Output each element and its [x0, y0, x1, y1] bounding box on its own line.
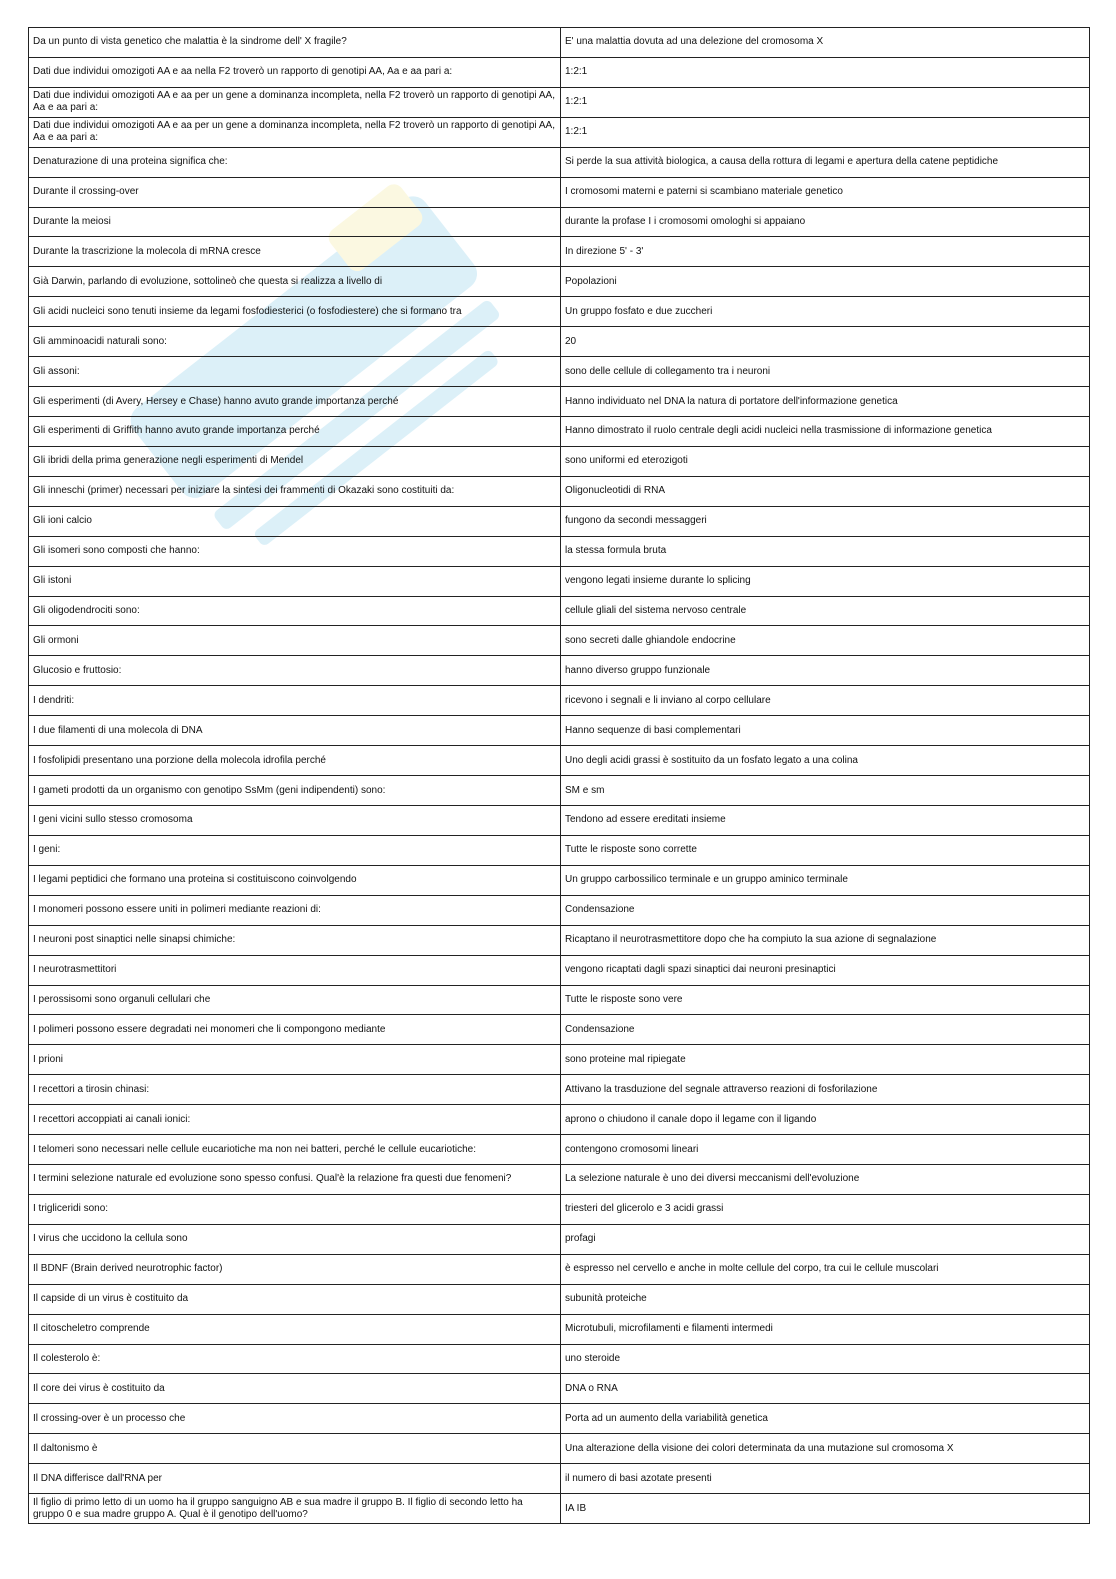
answer-cell: aprono o chiudono il canale dopo il legame con il ligando [561, 1105, 1090, 1135]
question-cell: Il colesterolo è: [29, 1344, 561, 1374]
question-cell: I telomeri sono necessari nelle cellule eucariotiche ma non nei batteri, perché le cellule eucariotiche: [29, 1135, 561, 1165]
table-row [29, 327, 1090, 357]
answer-cell: IA IB [561, 1494, 1090, 1524]
question-cell: I gameti prodotti da un organismo con genotipo SsMm (geni indipendenti) sono: [29, 776, 561, 806]
answer-cell: Hanno sequenze di basi complementari [561, 716, 1090, 746]
question-cell: Gli isomeri sono composti che hanno: [29, 536, 561, 566]
table-row [29, 446, 1090, 476]
question-cell: I recettori a tirosin chinasi: [29, 1075, 561, 1105]
answer-cell: 1:2:1 [561, 57, 1090, 87]
answer-cell: fungono da secondi messaggeri [561, 506, 1090, 536]
table-row [29, 1015, 1090, 1045]
answer-cell: hanno diverso gruppo funzionale [561, 656, 1090, 686]
question-cell: Il figlio di primo letto di un uomo ha il gruppo sanguigno AB e sua madre il gruppo B. Il figlio di secondo letto ha gruppo 0 e sua madre gruppo A. Qual è il genotipo dell'uomo? [29, 1494, 561, 1524]
question-cell: Dati due individui omozigoti AA e aa nella F2 troverò un rapporto di genotipi AA, Aa e aa pari a: [29, 57, 561, 87]
table-row [29, 925, 1090, 955]
question-cell: Il crossing-over è un processo che [29, 1404, 561, 1434]
table-row [29, 357, 1090, 387]
table-row [29, 57, 1090, 87]
answer-cell: uno steroide [561, 1344, 1090, 1374]
question-cell: Gli esperimenti (di Avery, Hersey e Chase) hanno avuto grande importanza perché [29, 387, 561, 417]
answer-cell: Uno degli acidi grassi è sostituito da un fosfato legato a una colina [561, 746, 1090, 776]
question-cell: Il citoscheletro comprende [29, 1314, 561, 1344]
table-row [29, 1224, 1090, 1254]
question-cell: Gli ibridi della prima generazione negli esperimenti di Mendel [29, 446, 561, 476]
question-cell: Dati due individui omozigoti AA e aa per un gene a dominanza incompleta, nella F2 troverò un rapporto di genotipi AA, Aa e aa pari a: [29, 117, 561, 147]
question-cell: Durante la trascrizione la molecola di mRNA cresce [29, 237, 561, 267]
table-row [29, 1194, 1090, 1224]
question-cell: Denaturazione di una proteina significa che: [29, 147, 561, 177]
question-cell: I neurotrasmettitori [29, 955, 561, 985]
table-row [29, 1105, 1090, 1135]
table-row [29, 1254, 1090, 1284]
table-row [29, 536, 1090, 566]
question-cell: Già Darwin, parlando di evoluzione, sottolineò che questa si realizza a livello di [29, 267, 561, 297]
question-cell: I prioni [29, 1045, 561, 1075]
answer-cell: il numero di basi azotate presenti [561, 1464, 1090, 1494]
answer-cell: Hanno individuato nel DNA la natura di portatore dell'informazione genetica [561, 387, 1090, 417]
answer-cell: sono delle cellule di collegamento tra i neuroni [561, 357, 1090, 387]
answer-cell: Condensazione [561, 895, 1090, 925]
table-row [29, 476, 1090, 506]
question-cell: Gli istoni [29, 566, 561, 596]
answer-cell: sono uniformi ed eterozigoti [561, 446, 1090, 476]
question-cell: Gli assoni: [29, 357, 561, 387]
answer-cell: durante la profase I i cromosomi omologhi si appaiano [561, 207, 1090, 237]
question-cell: Il DNA differisce dall'RNA per [29, 1464, 561, 1494]
answer-cell: Porta ad un aumento della variabilità genetica [561, 1404, 1090, 1434]
question-cell: Il core dei virus è costituito da [29, 1374, 561, 1404]
table-row [29, 835, 1090, 865]
answer-cell: 1:2:1 [561, 117, 1090, 147]
question-cell: Il BDNF (Brain derived neurotrophic factor) [29, 1254, 561, 1284]
answer-cell: Popolazioni [561, 267, 1090, 297]
answer-cell: Una alterazione della visione dei colori determinata da una mutazione sul cromosoma X [561, 1434, 1090, 1464]
question-cell: I recettori accoppiati ai canali ionici: [29, 1105, 561, 1135]
table-body [29, 28, 1090, 1524]
answer-cell: è espresso nel cervello e anche in molte cellule del corpo, tra cui le cellule muscolari [561, 1254, 1090, 1284]
answer-cell: Hanno dimostrato il ruolo centrale degli acidi nucleici nella trasmissione di informazione genetica [561, 416, 1090, 446]
table-row [29, 416, 1090, 446]
question-cell: I dendriti: [29, 686, 561, 716]
question-cell: I due filamenti di una molecola di DNA [29, 716, 561, 746]
answer-cell: contengono cromosomi lineari [561, 1135, 1090, 1165]
question-cell: I virus che uccidono la cellula sono [29, 1224, 561, 1254]
question-answer-table [28, 27, 1090, 1524]
answer-cell: Condensazione [561, 1015, 1090, 1045]
question-cell: Gli oligodendrociti sono: [29, 596, 561, 626]
answer-cell: Un gruppo carbossilico terminale e un gruppo aminico terminale [561, 865, 1090, 895]
table-row [29, 147, 1090, 177]
table-row [29, 87, 1090, 117]
question-cell: I geni: [29, 835, 561, 865]
question-cell: I fosfolipidi presentano una porzione della molecola idrofila perché [29, 746, 561, 776]
question-cell: Durante la meiosi [29, 207, 561, 237]
table-row [29, 985, 1090, 1015]
table-row [29, 805, 1090, 835]
answer-cell: Un gruppo fosfato e due zuccheri [561, 297, 1090, 327]
answer-cell: E' una malattia dovuta ad una delezione del cromosoma X [561, 28, 1090, 58]
table-row [29, 1404, 1090, 1434]
question-cell: I perossisomi sono organuli cellulari che [29, 985, 561, 1015]
answer-cell: Tendono ad essere ereditati insieme [561, 805, 1090, 835]
question-cell: Da un punto di vista genetico che malattia è la sindrome dell' X fragile? [29, 28, 561, 58]
question-cell: I legami peptidici che formano una proteina si costituiscono coinvolgendo [29, 865, 561, 895]
table-row [29, 776, 1090, 806]
question-cell: Il capside di un virus è costituito da [29, 1284, 561, 1314]
question-cell: I geni vicini sullo stesso cromosoma [29, 805, 561, 835]
answer-cell: Ricaptano il neurotrasmettitore dopo che ha compiuto la sua azione di segnalazione [561, 925, 1090, 955]
table-row [29, 626, 1090, 656]
table-row [29, 177, 1090, 207]
answer-cell: subunità proteiche [561, 1284, 1090, 1314]
answer-cell: 20 [561, 327, 1090, 357]
table-row [29, 686, 1090, 716]
answer-cell: La selezione naturale è uno dei diversi meccanismi dell'evoluzione [561, 1165, 1090, 1195]
table-row [29, 746, 1090, 776]
table-row [29, 297, 1090, 327]
question-cell: Gli acidi nucleici sono tenuti insieme da legami fosfodiesterici (o fosfodiestere) che si formano tra [29, 297, 561, 327]
table-row [29, 1135, 1090, 1165]
table-row [29, 895, 1090, 925]
question-cell: Gli inneschi (primer) necessari per iniziare la sintesi dei frammenti di Okazaki sono costituiti da: [29, 476, 561, 506]
table-row [29, 387, 1090, 417]
table-row [29, 1314, 1090, 1344]
table-row [29, 1464, 1090, 1494]
table-row [29, 1434, 1090, 1464]
question-cell: I neuroni post sinaptici nelle sinapsi chimiche: [29, 925, 561, 955]
answer-cell: Tutte le risposte sono vere [561, 985, 1090, 1015]
answer-cell: la stessa formula bruta [561, 536, 1090, 566]
question-cell: I polimeri possono essere degradati nei monomeri che li compongono mediante [29, 1015, 561, 1045]
table-row [29, 267, 1090, 297]
question-cell: I monomeri possono essere uniti in polimeri mediante reazioni di: [29, 895, 561, 925]
answer-cell: vengono legati insieme durante lo splicing [561, 566, 1090, 596]
table-row [29, 207, 1090, 237]
table-row [29, 865, 1090, 895]
answer-cell: sono proteine mal ripiegate [561, 1045, 1090, 1075]
answer-cell: cellule gliali del sistema nervoso centrale [561, 596, 1090, 626]
answer-cell: sono secreti dalle ghiandole endocrine [561, 626, 1090, 656]
question-cell: I termini selezione naturale ed evoluzione sono spesso confusi. Qual'è la relazione fra questi due fenomeni? [29, 1165, 561, 1195]
table-row [29, 28, 1090, 58]
question-cell: Gli esperimenti di Griffith hanno avuto grande importanza perché [29, 416, 561, 446]
answer-cell: Si perde la sua attività biologica, a causa della rottura di legami e apertura della catene peptidiche [561, 147, 1090, 177]
answer-cell: SM e sm [561, 776, 1090, 806]
table-row [29, 596, 1090, 626]
table-row [29, 716, 1090, 746]
table-row [29, 506, 1090, 536]
answer-cell: vengono ricaptati dagli spazi sinaptici dai neuroni presinaptici [561, 955, 1090, 985]
question-cell: I trigliceridi sono: [29, 1194, 561, 1224]
answer-cell: I cromosomi materni e paterni si scambiano materiale genetico [561, 177, 1090, 207]
table-row [29, 1165, 1090, 1195]
question-cell: Il daltonismo è [29, 1434, 561, 1464]
table-row [29, 1075, 1090, 1105]
answer-cell: ricevono i segnali e li inviano al corpo cellulare [561, 686, 1090, 716]
table-row [29, 1374, 1090, 1404]
table-row [29, 656, 1090, 686]
table-row [29, 566, 1090, 596]
answer-cell: In direzione 5' - 3' [561, 237, 1090, 267]
question-cell: Gli ioni calcio [29, 506, 561, 536]
answer-cell: Microtubuli, microfilamenti e filamenti intermedi [561, 1314, 1090, 1344]
table-row [29, 117, 1090, 147]
table-row [29, 1494, 1090, 1524]
answer-cell: Tutte le risposte sono corrette [561, 835, 1090, 865]
answer-cell: DNA o RNA [561, 1374, 1090, 1404]
answer-cell: Attivano la trasduzione del segnale attraverso reazioni di fosforilazione [561, 1075, 1090, 1105]
table-row [29, 1344, 1090, 1374]
question-cell: Durante il crossing-over [29, 177, 561, 207]
question-cell: Gli ormoni [29, 626, 561, 656]
answer-cell: Oligonucleotidi di RNA [561, 476, 1090, 506]
answer-cell: triesteri del glicerolo e 3 acidi grassi [561, 1194, 1090, 1224]
table-row [29, 1284, 1090, 1314]
question-cell: Dati due individui omozigoti AA e aa per un gene a dominanza incompleta, nella F2 troverò un rapporto di genotipi AA, Aa e aa pari a: [29, 87, 561, 117]
answer-cell: 1:2:1 [561, 87, 1090, 117]
answer-cell: profagi [561, 1224, 1090, 1254]
question-cell: Glucosio e fruttosio: [29, 656, 561, 686]
table-row [29, 237, 1090, 267]
table-row [29, 1045, 1090, 1075]
table-row [29, 955, 1090, 985]
question-cell: Gli amminoacidi naturali sono: [29, 327, 561, 357]
